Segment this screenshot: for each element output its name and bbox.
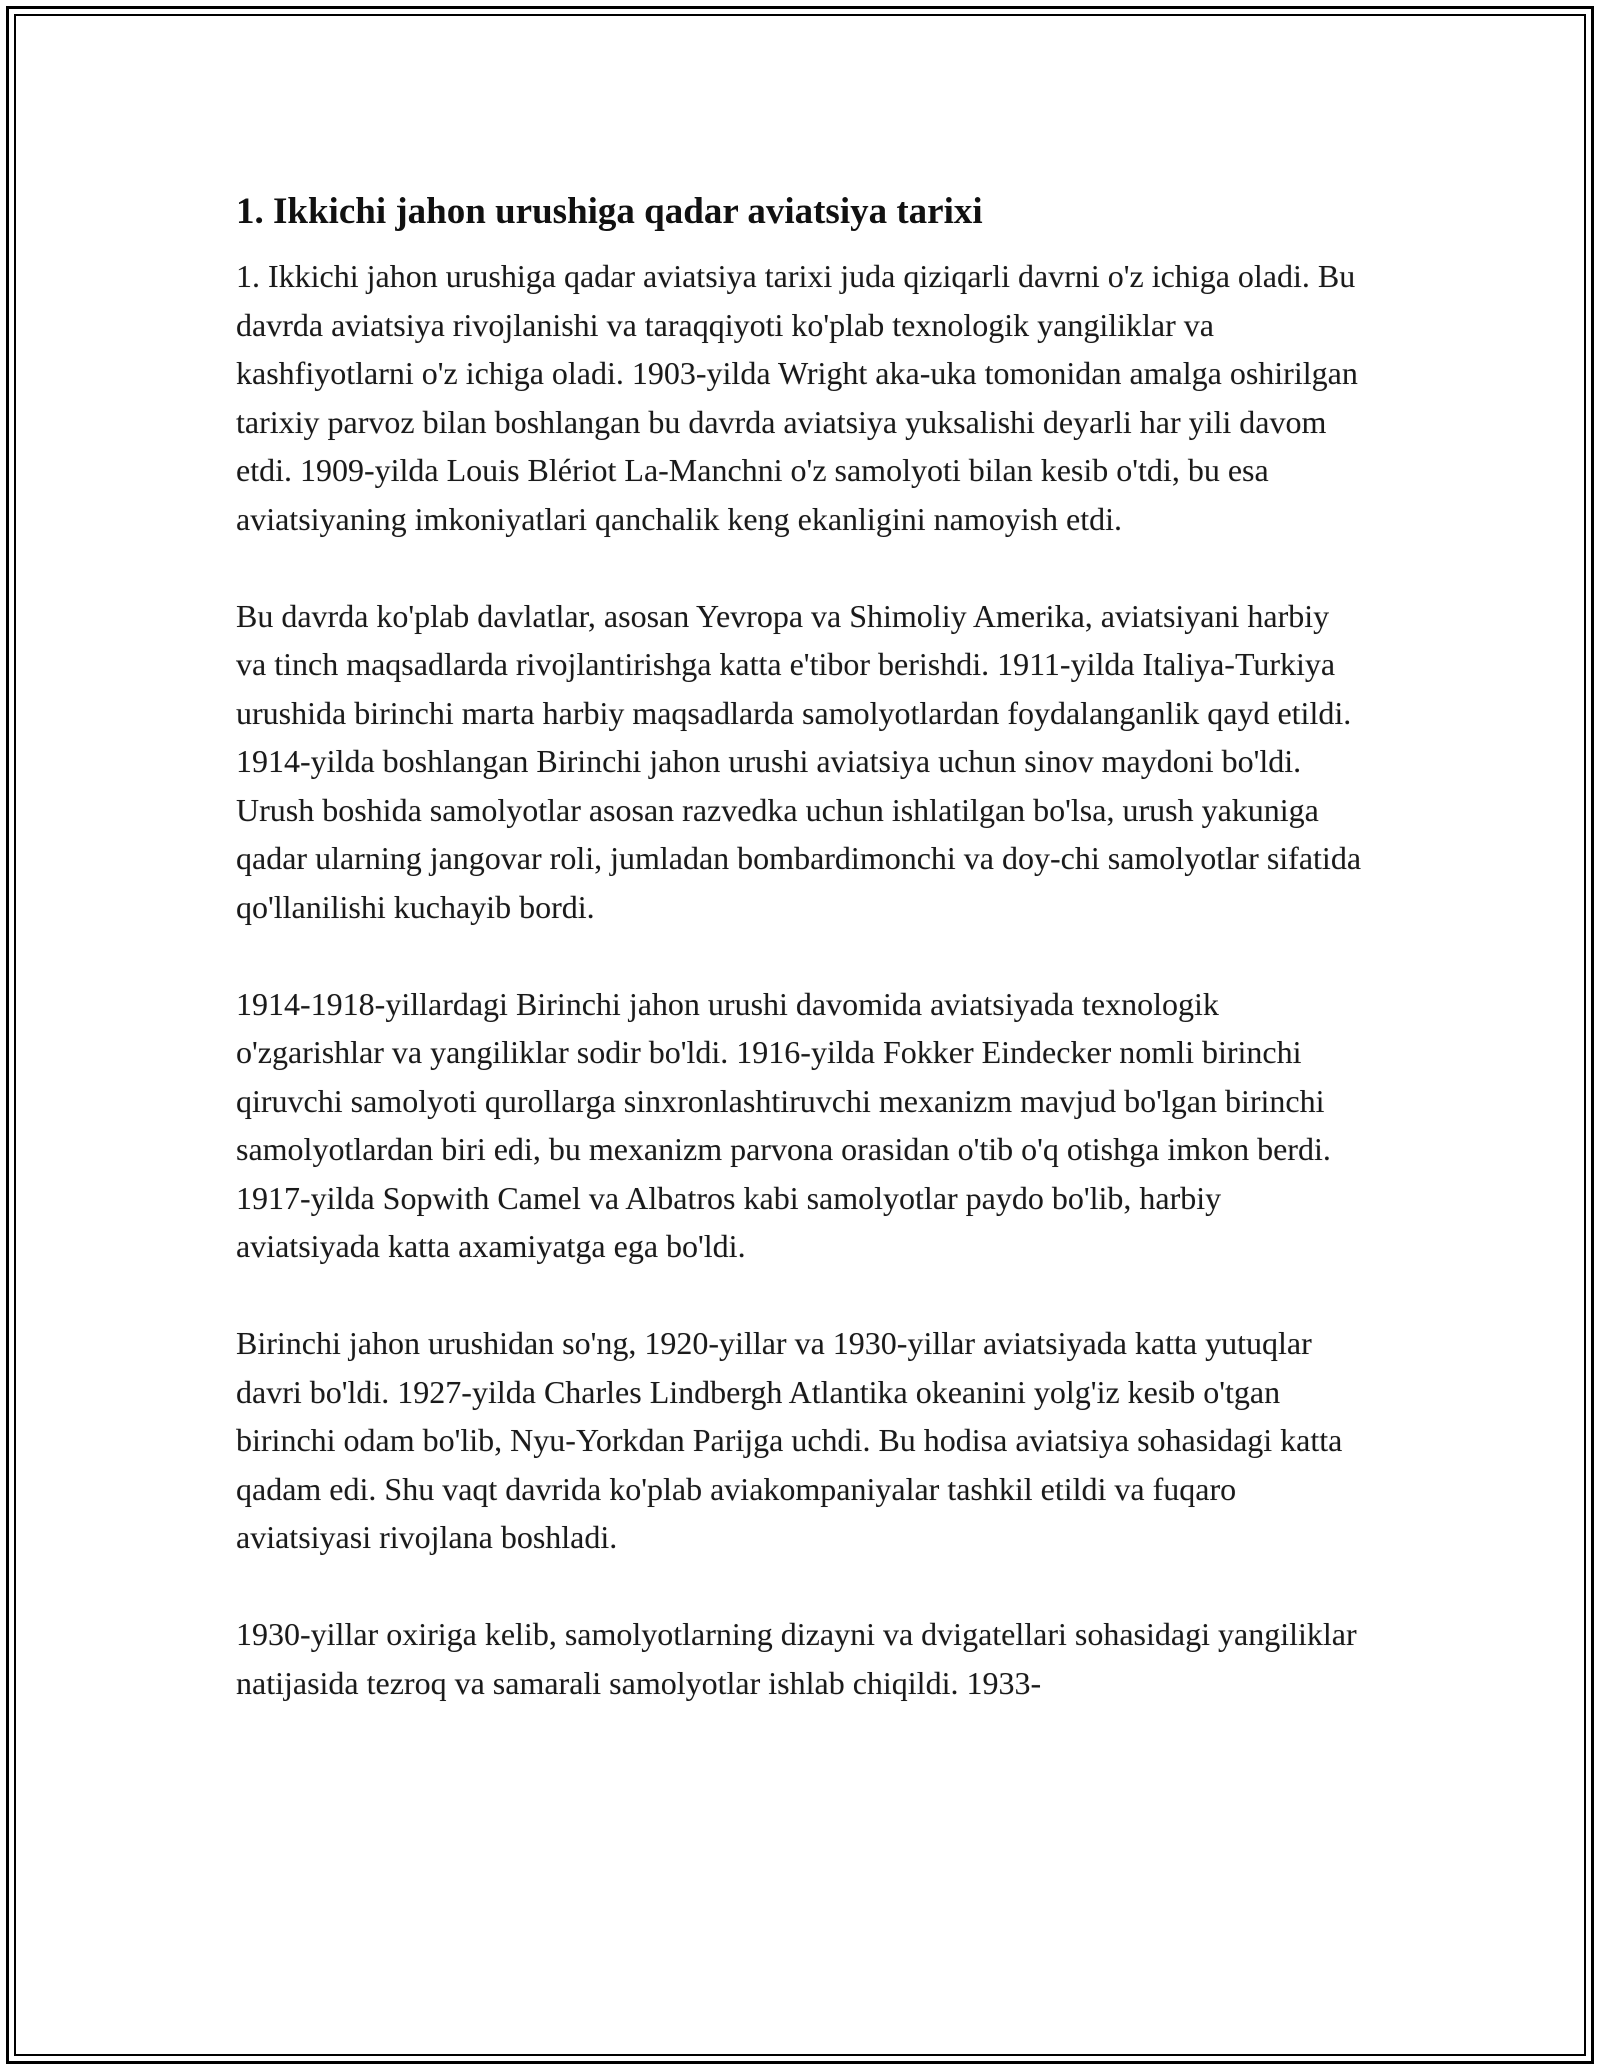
paragraph-2: Bu davrda ko'plab davlatlar, asosan Yevropa va Shimoliy Amerika, aviatsiyani harbiy va tinch maqsadlarda rivojlantirishga katta e'tibor berishdi. 1911-yilda Italiya-Turkiya urushida birinchi marta harbiy maqsadlarda samolyotlardan foydalanganlik qayd etildi. 1914-yilda boshlangan Birinchi jahon urushi aviatsiya uchun sinov maydoni bo'ldi. Urush boshida samolyotlar asosan razvedka uchun ishlatilgan bo'lsa, urush yakuniga qadar ularning jangovar roli, jumladan bombardimonchi va doy-chi samolyotlar sifatida qo'llanilishi kuchayib bordi. <box>236 597 1362 925</box>
paragraph-3: 1914-1918-yillardagi Birinchi jahon urushi davomida aviatsiyada texnologik o'zgarishlar va yangiliklar sodir bo'ldi. 1916-yilda Fokker Eindecker nomli birinchi qiruvchi samolyoti qurollarga sinxronlashtiruvchi mexanizm mavjud bo'lgan birinchi samolyotlardan biri edi, bu mexanizm parvona orasidan o'tib o'q otishga imkon berdi. 1917-yilda Sopwith Camel va Albatros kabi samolyotlar paydo bo'lib, harbiy aviatsiyada katta axamiyatga ega bo'ldi. <box>236 985 1331 1264</box>
document-body <box>236 186 1366 1756</box>
section-heading: 1. Ikkichi jahon urushiga qadar aviatsiya tarixi <box>236 191 983 232</box>
paragraph-1: 1. Ikkichi jahon urushiga qadar aviatsiya tarixi juda qiziqarli davrni o'z ichiga oladi. Bu davrda aviatsiya rivojlanishi va taraqqiyoti ko'plab texnologik yangiliklar va kashfiyotlarni o'z ichiga oladi. 1903-yilda Wright aka-uka tomonidan amalga oshirilgan tarixiy parvoz bilan boshlangan bu davrda aviatsiya yuksalishi deyarli har yili davom etdi. 1909-yilda Louis Blériot La-Manchni o'z samolyoti bilan kesib o'tdi, bu esa aviatsiyaning imkoniyatlari qanchalik keng ekanligini namoyish etdi. <box>236 258 1358 537</box>
paragraph-4: Birinchi jahon urushidan so'ng, 1920-yillar va 1930-yillar aviatsiyada katta yutuqlar davri bo'ldi. 1927-yilda Charles Lindbergh Atlantika okeanini yolg'iz kesib o'tgan birinchi odam bo'lib, Nyu-Yorkdan Parijga uchdi. Bu hodisa aviatsiya sohasidagi katta qadam edi. Shu vaqt davrida ko'plab aviakompaniyalar tashkil etildi va fuqaro aviatsiyasi rivojlana boshladi. <box>236 1325 1343 1555</box>
paragraph-5: 1930-yillar oxiriga kelib, samolyotlarning dizayni va dvigatellari sohasidagi yangiliklar natijasida tezroq va samarali samolyotlar ishlab chiqildi. 1933- <box>236 1616 1357 1701</box>
